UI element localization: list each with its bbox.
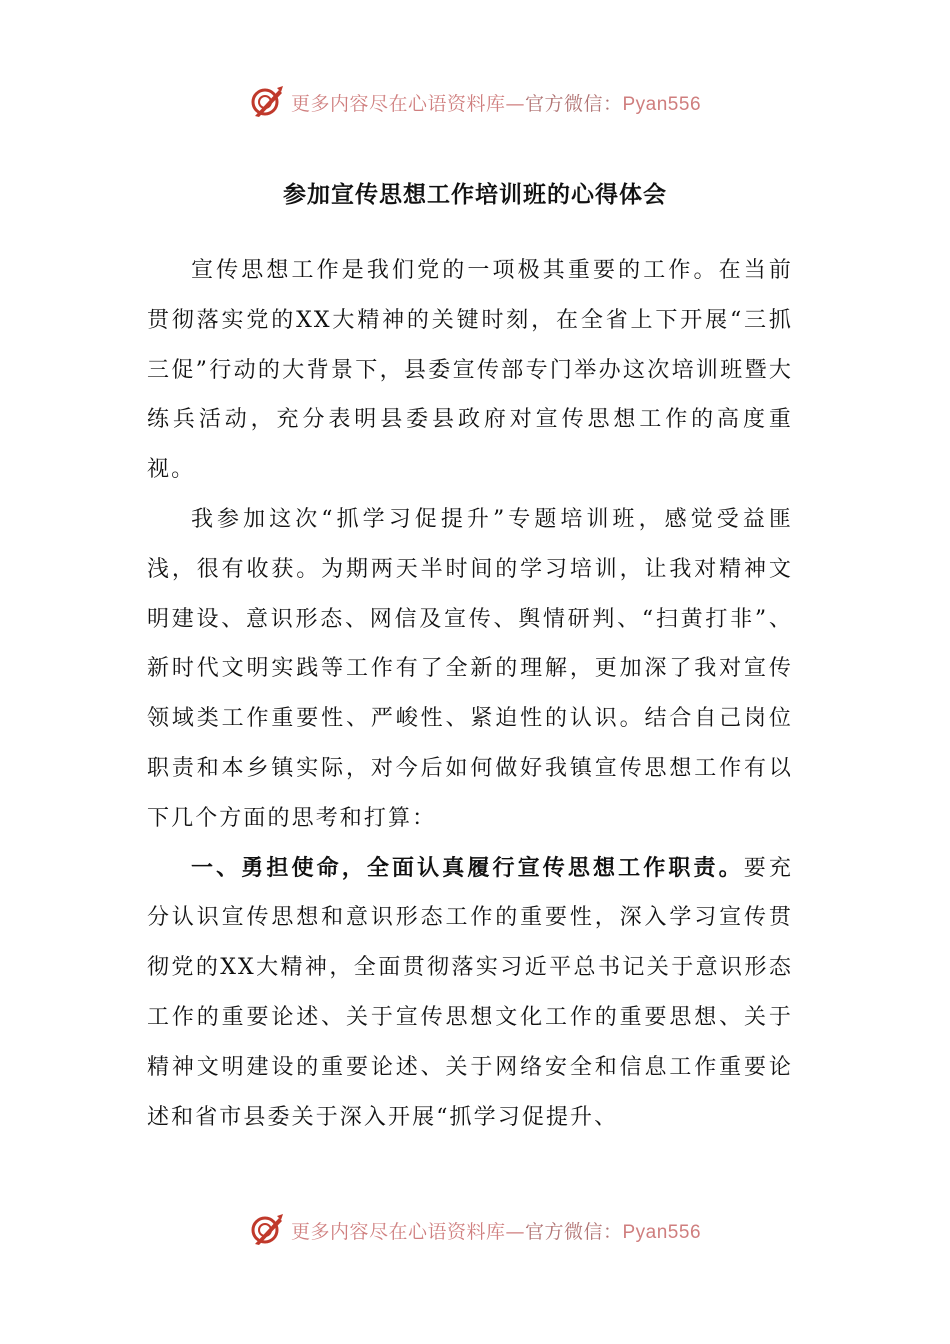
watermark-wechat-label: 官方微信：	[524, 1220, 623, 1243]
watermark-site-name: 更多内容尽在心语资料库	[290, 1220, 506, 1243]
quill-pen-logo-icon	[249, 1212, 285, 1248]
watermark-dash: —	[505, 92, 525, 115]
watermark-site-name: 更多内容尽在心语资料库	[290, 92, 506, 115]
watermark-wechat-id: Pyan556	[622, 1221, 702, 1243]
paragraph-2: 我参加这次“抓学习促提升”专题培训班，感觉受益匪浅，很有收获。为期两天半时间的学习培训，让我对精神文明建设、意识形态、网信及宣传、舆情研判、“扫黄打非”、新时代文明实践等工作有了全新的理解，更加深了我对宣传领域类工作重要性、严峻性、紧迫性的认识。结合自己岗位职责和本乡镇实际，对今后如何做好我镇宣传思想工作有以下几个方面的思考和打算：	[147, 506, 793, 831]
watermark-banner-bottom	[0, 1208, 950, 1252]
watermark-wechat-id: Pyan556	[622, 93, 702, 115]
watermark-text	[291, 1217, 701, 1244]
document-body	[147, 246, 793, 1142]
watermark-text	[291, 89, 701, 116]
watermark-banner-top	[0, 80, 950, 124]
watermark-wechat-label: 官方微信：	[524, 92, 623, 115]
paragraph-1: 宣传思想工作是我们党的一项极其重要的工作。在当前贯彻落实党的XX大精神的关键时刻，在全省上下开展“三抓三促”行动的大背景下，县委宣传部专门举办这次培训班暨大练兵活动，充分表明县委县政府对宣传思想工作的高度重视。	[147, 258, 793, 483]
quill-pen-logo-icon	[249, 84, 285, 120]
document-title: 参加宣传思想工作培训班的心得体会	[283, 182, 667, 208]
paragraph-section-1	[147, 844, 793, 1143]
watermark-dash: —	[505, 1220, 525, 1243]
section-1-heading: 一、勇担使命，全面认真履行宣传思想工作职责。	[191, 855, 744, 881]
section-1-text: 要充分认识宣传思想和意识形态工作的重要性，深入学习宣传贯彻党的XX大精神，全面贯彻落实习近平总书记关于意识形态工作的重要论述、关于宣传思想文化工作的重要思想、关于精神文明建设的重要论述、关于网络安全和信息工作重要论述和省市县委关于深入开展“抓学习促提升、	[147, 855, 794, 1130]
